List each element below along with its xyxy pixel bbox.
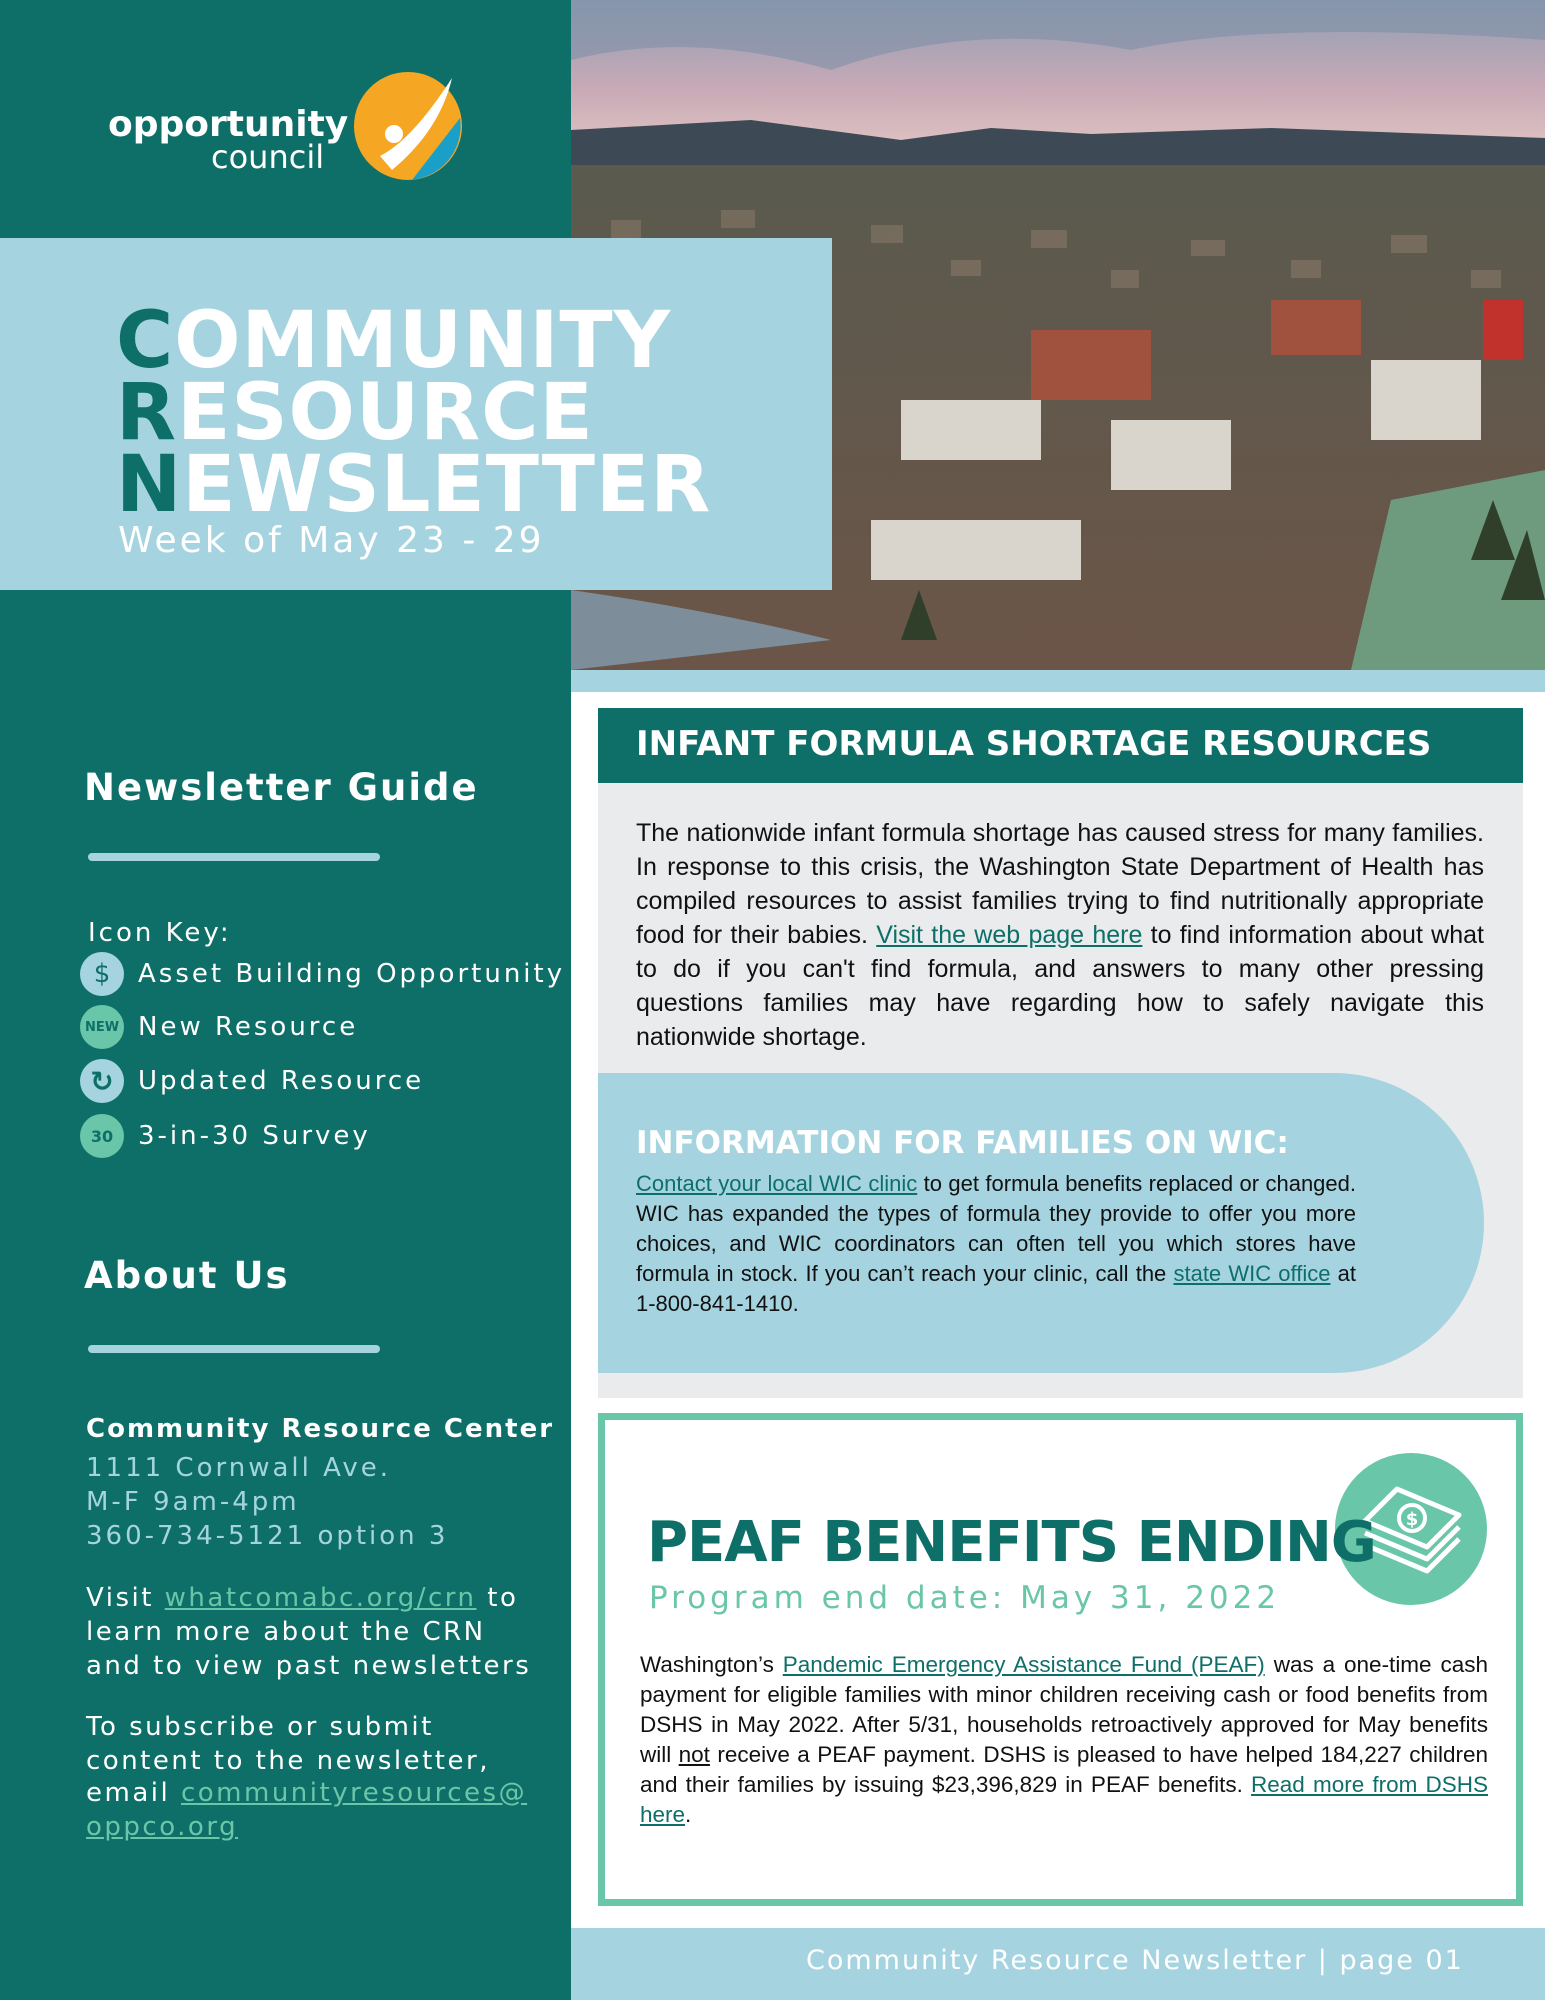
title-rest-resource: ESOURCE [177, 368, 594, 458]
newsletter-title-block [0, 238, 832, 590]
local-wic-clinic-link[interactable]: Contact your local WIC clinic [636, 1171, 918, 1196]
week-of-date: Week of May 23 - 29 [118, 520, 545, 561]
icon-key-label-text: Asset Building Opportunity [138, 959, 566, 989]
state-wic-office-link[interactable]: state WIC office [1173, 1261, 1331, 1286]
visit-line-2: learn more about the CRN [86, 1617, 486, 1647]
peaf-fund-link[interactable]: Pandemic Emergency Assistance Fund (PEAF) [782, 1652, 1265, 1677]
email-link-continued[interactable]: oppco.org [86, 1812, 239, 1842]
wic-body-text [636, 1169, 1356, 1319]
formula-body-text [636, 816, 1484, 1054]
newsletter-guide-heading: Newsletter Guide [84, 766, 479, 809]
icon-key-label: Icon Key: [88, 918, 232, 948]
peaf-body-mid: was a one-time cash payment for eligible families with minor children receiving cash or food benefits from DSHS in May 2022. After 5/31, households retroactively approved for May benefits will [640, 1652, 1488, 1767]
crn-website-link[interactable]: whatcomabc.org/crn [164, 1583, 477, 1613]
svg-text:$: $ [1405, 1509, 1419, 1530]
crc-title: Community Resource Center [86, 1414, 555, 1444]
refresh-icon: ↻ [80, 1059, 124, 1103]
peaf-end-date: Program end date: May 31, 2022 [649, 1580, 1281, 1616]
about-divider [88, 1345, 380, 1353]
footer-page-label: Community Resource Newsletter | page 01 [806, 1945, 1464, 1976]
title-initial-r: R [116, 368, 178, 458]
peaf-body-mid2: receive a PEAF payment. DSHS is pleased to have helped 184,227 children and their families by issuing $23,396,829 in PEAF benefits. [640, 1742, 1488, 1797]
wic-info-box [598, 1073, 1484, 1373]
about-us-heading: About Us [84, 1254, 290, 1297]
icon-key-item [80, 1005, 358, 1049]
subscribe-line-1: To subscribe or submit [86, 1712, 434, 1742]
wic-body-mid: to get formula benefits replaced or changed. WIC has expanded the types of formula they provide to offer you more choices, and WIC coordinators can often tell you which stores have formula in stock. If you can’t reach your clinic, call the [636, 1171, 1356, 1286]
visit-line-3: and to view past newsletters [86, 1651, 532, 1681]
guide-divider [88, 853, 380, 861]
icon-key-label-text: Updated Resource [138, 1066, 425, 1096]
formula-web-page-link[interactable]: Visit the web page here [876, 921, 1143, 949]
subscribe-line-2: content to the newsletter, [86, 1746, 490, 1776]
title-initial-c: C [116, 296, 175, 386]
formula-body-rest: to find information about what to do if you can't find formula, and answers to many other pressing questions families may have regarding how to safely navigate this nationwide shortage. [636, 921, 1484, 1051]
peaf-body-intro: Washington’s [640, 1652, 783, 1677]
visit-prefix: Visit [86, 1583, 165, 1613]
crc-address: 1111 Cornwall Ave. [86, 1453, 392, 1483]
formula-body-intro: The nationwide infant formula shortage has caused stress for many families. In response to this crisis, the Washington State Department of Health has compiled resources to assist families trying to find nutritionally appropriate food for their babies. [636, 819, 1484, 949]
logo-word-council: council [211, 138, 325, 176]
dshs-read-more-link[interactable]: Read more from DSHS here [640, 1772, 1488, 1827]
new-badge-icon: NEW [80, 1005, 124, 1049]
subscribe-line-3 [86, 1776, 527, 1810]
formula-section-title: INFANT FORMULA SHORTAGE RESOURCES [636, 724, 1432, 764]
subscribe-line-4 [86, 1810, 238, 1844]
wic-title: INFORMATION FOR FAMILIES ON WIC: [636, 1125, 1289, 1161]
logo-sun-icon [352, 70, 464, 182]
wic-body-end: at 1-800-841-1410. [636, 1261, 1356, 1316]
icon-key-label-text: New Resource [138, 1012, 359, 1042]
logo-word-opportunity: opportunity [108, 104, 349, 145]
title-rest-newsletter: EWSLETTER [182, 440, 712, 530]
title-initial-n: N [116, 440, 183, 530]
title-line-newsletter [116, 440, 712, 530]
survey-30-icon: 30 [80, 1114, 124, 1158]
icon-key-item [80, 952, 565, 996]
icon-key-label-text: 3-in-30 Survey [138, 1121, 371, 1151]
dollar-icon: $ [80, 952, 124, 996]
icon-key-item [80, 1114, 371, 1158]
icon-key-item [80, 1059, 424, 1103]
peaf-body-text [640, 1650, 1488, 1830]
accent-strip [571, 670, 1545, 692]
crc-phone: 360-734-5121 option 3 [86, 1521, 449, 1551]
visit-suffix: to [476, 1583, 519, 1613]
title-rest-community: OMMUNITY [174, 296, 672, 386]
peaf-title: PEAF BENEFITS ENDING [647, 1510, 1376, 1575]
subscribe-prefix: email [86, 1778, 181, 1808]
email-link[interactable]: communityresources@ [180, 1778, 528, 1808]
visit-line-1 [86, 1581, 518, 1615]
formula-header-bar [598, 708, 1523, 783]
peaf-body-not: not [678, 1742, 710, 1767]
peaf-section [598, 1413, 1523, 1906]
peaf-body-end: . [685, 1802, 692, 1827]
infant-formula-section [598, 708, 1523, 1398]
crc-hours: M-F 9am-4pm [86, 1487, 300, 1517]
opportunity-council-logo[interactable] [108, 70, 468, 180]
